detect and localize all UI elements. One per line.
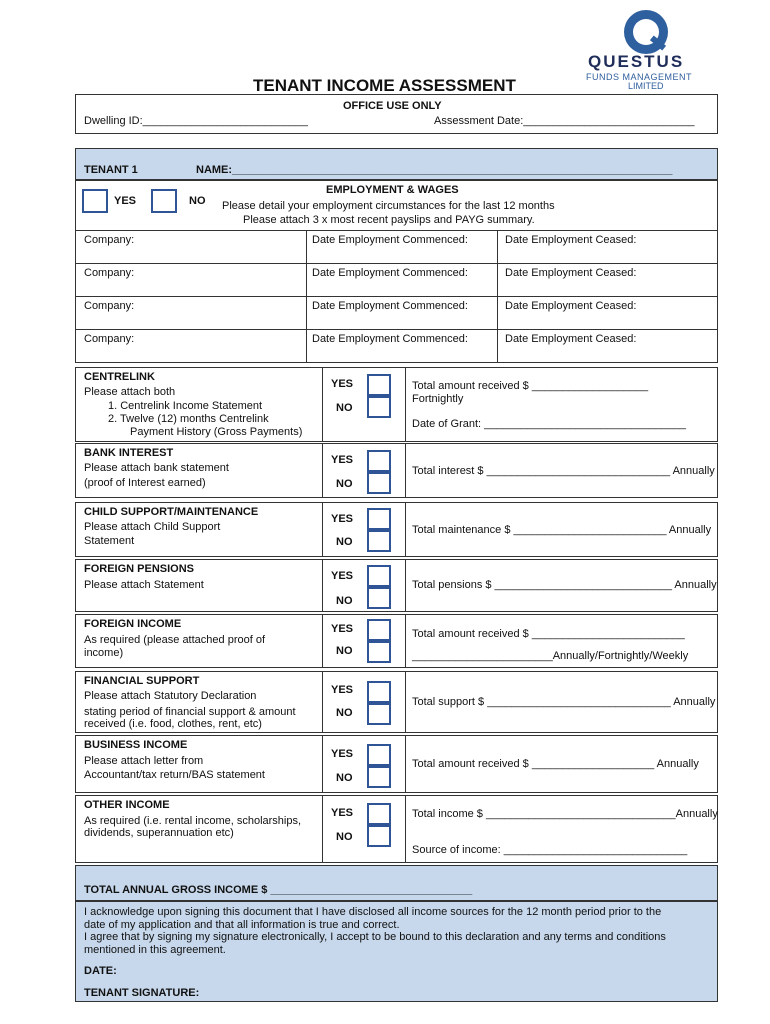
page-title: TENANT INCOME ASSESSMENT <box>253 76 516 95</box>
business-yes-label: YES <box>331 748 354 760</box>
foreign-yes-label: YES <box>331 623 354 635</box>
assessment-date-field[interactable]: Assessment Date:____________________________ <box>434 115 695 127</box>
centrelink-line1: Please attach both <box>84 386 176 398</box>
declaration-line2: date of my application and that all information is true and correct. <box>84 919 400 931</box>
employment-heading: EMPLOYMENT & WAGES <box>326 184 459 196</box>
bank-line1: Please attach bank statement <box>84 462 229 474</box>
employment-yes-label: YES <box>114 195 137 207</box>
ceased-field-1[interactable]: Date Employment Ceased: <box>505 234 637 246</box>
ceased-field-2[interactable]: Date Employment Ceased: <box>505 267 637 279</box>
date-field[interactable]: DATE: <box>84 965 117 977</box>
logo-sub2: LIMITED <box>628 81 664 91</box>
tenant-label: TENANT 1 <box>84 164 138 176</box>
centrelink-no-checkbox[interactable] <box>367 396 391 418</box>
questus-q-icon <box>624 10 668 54</box>
foreign-no-checkbox[interactable] <box>367 641 391 663</box>
centrelink-grant-date-field[interactable]: Date of Grant: _________________________________ <box>412 418 687 430</box>
child-yes-label: YES <box>331 513 354 525</box>
pensions-title: FOREIGN PENSIONS <box>84 563 195 575</box>
ceased-field-3[interactable]: Date Employment Ceased: <box>505 300 637 312</box>
child-no-label: NO <box>336 536 353 548</box>
company-field-1[interactable]: Company: <box>84 234 135 246</box>
declaration-line4: mentioned in this agreement. <box>84 944 226 956</box>
foreign-title: FOREIGN INCOME <box>84 618 182 630</box>
other-no-checkbox[interactable] <box>367 825 391 847</box>
employment-line2: Please attach 3 x most recent payslips and PAYG summary. <box>243 214 535 226</box>
financial-line2: stating period of financial support & amount <box>84 706 296 718</box>
financial-line1: Please attach Statutory Declaration <box>84 690 257 702</box>
foreign-frequency-field[interactable]: _______________________Annually/Fortnightly/Weekly <box>412 650 689 662</box>
commenced-field-3[interactable]: Date Employment Commenced: <box>312 300 468 312</box>
other-line2: dividends, superannuation etc) <box>84 827 234 839</box>
bank-no-label: NO <box>336 478 353 490</box>
declaration-line1: I acknowledge upon signing this document that I have disclosed all income sources for the 12 month period prior to the <box>84 906 662 918</box>
dwelling-id-field[interactable]: Dwelling ID:___________________________ <box>84 115 308 127</box>
pensions-yes-checkbox[interactable] <box>367 565 391 587</box>
foreign-line2: income) <box>84 647 124 659</box>
bank-no-checkbox[interactable] <box>367 472 391 494</box>
other-yes-label: YES <box>331 807 354 819</box>
employment-line1: Please detail your employment circumstances for the last 12 months <box>222 200 555 212</box>
pensions-total-field[interactable]: Total pensions $ _____________________________ Annually <box>412 579 717 591</box>
bank-title: BANK INTEREST <box>84 447 174 459</box>
commenced-field-1[interactable]: Date Employment Commenced: <box>312 234 468 246</box>
other-total-field[interactable]: Total income $ _______________________________Annually <box>412 808 718 820</box>
bank-yes-label: YES <box>331 454 354 466</box>
child-line1: Please attach Child Support <box>84 521 221 533</box>
commenced-field-2[interactable]: Date Employment Commenced: <box>312 267 468 279</box>
foreign-no-label: NO <box>336 645 353 657</box>
business-no-checkbox[interactable] <box>367 766 391 788</box>
business-no-label: NO <box>336 772 353 784</box>
bank-yes-checkbox[interactable] <box>367 450 391 472</box>
child-line2: Statement <box>84 535 135 547</box>
financial-title: FINANCIAL SUPPORT <box>84 675 200 687</box>
office-heading: OFFICE USE ONLY <box>343 100 442 112</box>
logo-sub1: FUNDS MANAGEMENT <box>586 72 693 82</box>
company-field-3[interactable]: Company: <box>84 300 135 312</box>
business-line1: Please attach letter from <box>84 755 204 767</box>
declaration-line3: I agree that by signing my signature electronically, I accept to be bound to this declaration and any terms and conditions <box>84 931 666 943</box>
business-title: BUSINESS INCOME <box>84 739 188 751</box>
commenced-field-4[interactable]: Date Employment Commenced: <box>312 333 468 345</box>
employment-no-label: NO <box>189 195 206 207</box>
pensions-no-checkbox[interactable] <box>367 587 391 609</box>
centrelink-line2: 1. Centrelink Income Statement <box>108 400 263 412</box>
financial-yes-checkbox[interactable] <box>367 681 391 703</box>
bank-total-field[interactable]: Total interest $ ______________________________ Annually <box>412 465 715 477</box>
centrelink-no-label: NO <box>336 402 353 414</box>
centrelink-yes-checkbox[interactable] <box>367 374 391 396</box>
tenant-name-field[interactable]: NAME:________________________________________________________________________ <box>196 164 673 176</box>
centrelink-total-field[interactable]: Total amount received $ ___________________ <box>412 380 649 392</box>
other-title: OTHER INCOME <box>84 799 170 811</box>
foreign-yes-checkbox[interactable] <box>367 619 391 641</box>
pensions-yes-label: YES <box>331 570 354 582</box>
financial-yes-label: YES <box>331 684 354 696</box>
employment-no-checkbox[interactable] <box>151 189 177 213</box>
other-no-label: NO <box>336 831 353 843</box>
child-no-checkbox[interactable] <box>367 530 391 552</box>
centrelink-title: CENTRELINK <box>84 371 155 383</box>
other-yes-checkbox[interactable] <box>367 803 391 825</box>
business-yes-checkbox[interactable] <box>367 744 391 766</box>
child-title: CHILD SUPPORT/MAINTENANCE <box>84 506 259 518</box>
child-yes-checkbox[interactable] <box>367 508 391 530</box>
ceased-field-4[interactable]: Date Employment Ceased: <box>505 333 637 345</box>
pensions-line1: Please attach Statement <box>84 579 204 591</box>
company-field-2[interactable]: Company: <box>84 267 135 279</box>
child-total-field[interactable]: Total maintenance $ _________________________ Annually <box>412 524 712 536</box>
financial-line3: received (i.e. food, clothes, rent, etc) <box>84 718 262 730</box>
other-source-field[interactable]: Source of income: ______________________________ <box>412 844 688 856</box>
financial-no-label: NO <box>336 707 353 719</box>
financial-no-checkbox[interactable] <box>367 703 391 725</box>
pensions-no-label: NO <box>336 595 353 607</box>
company-field-4[interactable]: Company: <box>84 333 135 345</box>
bank-line2: (proof of Interest earned) <box>84 477 206 489</box>
employment-yes-checkbox[interactable] <box>82 189 108 213</box>
centrelink-line4: Payment History (Gross Payments) <box>130 426 303 438</box>
other-line1: As required (i.e. rental income, scholarships, <box>84 815 302 827</box>
financial-total-field[interactable]: Total support $ ______________________________ Annually <box>412 696 716 708</box>
centrelink-yes-label: YES <box>331 378 354 390</box>
business-line2: Accountant/tax return/BAS statement <box>84 769 265 781</box>
centrelink-line3: 2. Twelve (12) months Centrelink <box>108 413 269 425</box>
business-total-field[interactable]: Total amount received $ ____________________ Annually <box>412 758 699 770</box>
foreign-total-field[interactable]: Total amount received $ _________________________ <box>412 628 685 640</box>
foreign-line1: As required (please attached proof of <box>84 634 266 646</box>
centrelink-frequency: Fortnightly <box>412 393 464 405</box>
tenant-signature-field[interactable]: TENANT SIGNATURE: <box>84 987 200 999</box>
total-gross-income-field[interactable]: TOTAL ANNUAL GROSS INCOME $ _________________________________ <box>84 884 473 896</box>
logo-name: QUESTUS <box>588 52 685 71</box>
